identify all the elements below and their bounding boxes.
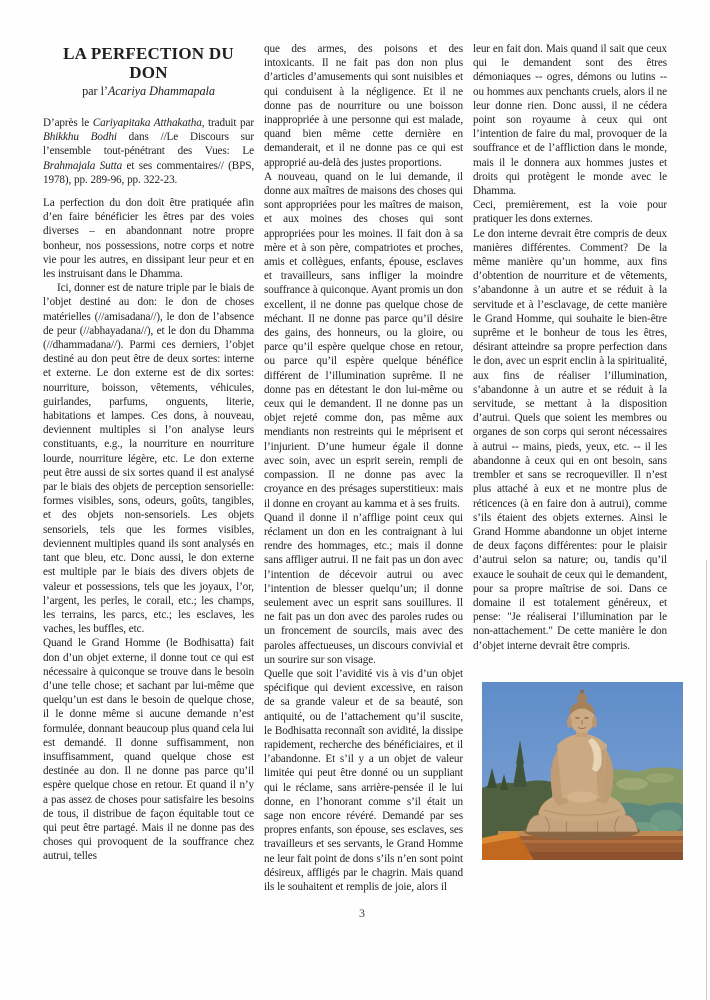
column-3 xyxy=(473,42,667,662)
page-number: 3 xyxy=(359,906,365,920)
paragraph: A nouveau, quand on le lui demande, il donne aux maîtres de maisons des choses qui sont appropriées pour les maîtres de maison, et aux moines des choses qui sont appropriées pour les moines. Il fait don à sa mère et à son père, compatriotes et proches, amis et collègues, enfants, épouse, esclaves et travailleurs, sans infliger la moindre souffrance à quiconque. Ayant promis un don excellent, il ne donne pas quelque chose de méchant. Il ne donne pas parce qu’il désire des gains, des honneurs, ou la gloire, ou parce qu’il espère quelque chose en retour, ou parce qu’il espère quelque bénéfice différent de l’illumination suprême. Il ne donne pas en détestant le don lui-même ou ceux qui le demandent. Il ne donne pas un objet rejeté comme don, pas même aux mendiants non restreints qui le méprisent et l’injurient. D’une humeur égale il donne avec soin, avec un esprit serein, rempli de compassion. Il ne donne pas avec la croyance en des présages superstitieux: mais il donne en croyant au kamma et à ses fruits. xyxy=(264,170,463,510)
statue-ear xyxy=(567,716,572,728)
attribution-part: D’après le xyxy=(43,117,93,129)
byline xyxy=(43,84,254,99)
paragraph: Quand il donne il n’afflige point ceux qui réclament un don en les contraignant à lui rendre des hommages, etc.; mais il donne sans affliger autrui. Il ne fait pas un don avec l’intention de décevoir autrui ou avec l’intention de blesser quelqu’un; il donne seulement avec un esprit sans souillures. Il ne fait pas un don avec des paroles rudes ou un froncement de sourcils, mais avec des paroles affectueuses, un discours convivial et un sourire sur son visage. xyxy=(264,511,463,666)
paragraph: leur en fait don. Mais quand il sait que ceux qui le demandent sont des êtres démoniaques -- ogres, démons ou lutins -- ou hommes aux penchants cruels, alors il ne leur donne rien. Donc aussi, il ne cédera point son royaume à ceux qui ont l’intention de faire du mal, provoquer de la souffrance et de l’affliction dans le monde, mais il le donnera aux hommes justes et droits qui protègent le monde avec le Dhamma. xyxy=(473,43,667,198)
paragraph: Ici, donner est de nature triple par le biais de l’objet destiné au don: le don de choses matérielles (//amisadana//), le don de l’absence de peur (//abhayadana//), et le don du Dhamma (//dhammadana//). Parmi ces derniers, l’objet destiné au don peut être de deux sortes: interne et externe. Le don externe est de dix sortes: nourriture, boisson, vêtements, véhicules, guirlandes, parfums, onguents, literie, habitations et lampes. Ces dons, à nouveau, deviennent multiples si l’on analyse leurs constituants, e.g., la nourriture en nourriture lourde, nourriture légère, etc. Le don externe peut être aussi de six sortes quand il est analysé par le biais des objets de perception sensorielle: formes visibles, sons, odeurs, goûts, tangibles, et des objets non-sensoriels. Les objets sensoriels, tels que les formes visibles, deviennent multiples quand ils sont analysés en tant que bleu, etc. Donc aussi, le don externe est multiple par le biais des divers objets de valeur et possessions, tels que les joyaux, l’or, l’argent, les perles, le corail, etc.; les champs, les terrains, les parcs, etc.; les esclaves, les vaches, les buffles, etc. xyxy=(43,282,254,636)
column-2 xyxy=(264,42,463,906)
attribution-part: dans //Le Discours sur l’ensemble tout-pénétrant des Vues: Le xyxy=(43,131,254,158)
paragraph: Quelle que soit l’avidité vis à vis d’un objet spécifique qui devient excessive, en raison de sa grande valeur et de sa beauté, son antiquité, ou de l’attachement qu’il suscite, le Bodhisatta reconnaît son avidité, la dissipe rapidement, recherche des bénéficiaires, et il l’abandonne. Et s’il y a un objet de valeur limitée qui peut être donné ou un suppliant qui le réclame, sans arrière-pensée il le lui donne, en l’honorant comme s’il était un sage non encore révéré. Demandé par ses propres enfants, son épouse, ses esclaves, ses travailleurs et ses servants, le Grand Homme ne leur fait point de dons s’ils n’en sont point désireux, affligés par le chagrin. Mais quand ils le souhaitent et remplis de joie, alors il xyxy=(264,667,463,893)
attribution-translator: Bhikkhu Bodhi xyxy=(43,131,117,144)
statue-hands xyxy=(567,792,597,803)
column-1 xyxy=(43,42,254,910)
attribution-part: et ses commentaires// (BPS, 1978), pp. 289-96, pp. 322-23. xyxy=(43,159,254,186)
byline-prefix: par l’ xyxy=(82,84,108,98)
scan-edge-line xyxy=(706,560,707,1000)
buddha-statue-illustration xyxy=(482,682,683,860)
attribution-part: , traduit par xyxy=(201,117,254,129)
paragraph: Quand le Grand Homme (le Bodhisatta) fait don d’un objet externe, il donne tout ce qui est nécessaire à quiconque se trouve dans le besoin d’une telle chose; et sachant par lui-même que quelqu’un est dans le besoin de quelque chose, il le donne même si aucune demande n’est formulée, donnant beaucoup plus quand cela lui est demandé. Il donne suffisamment, non insuffisamment, quand quelque chose est destinée au don. Il ne donne pas parce qu’il espère quelque chose en retour. Et quand il n’y a pas assez de choses pour satisfaire les besoins de tous, il distribue de façon équitable tout ce qui peut être partagé. Mais il ne donne pas des choses qui provoquent de la souffrance chez autrui, telles xyxy=(43,637,254,863)
paragraph: La perfection du don doit être pratiquée afin d’en faire bénéficier les êtres par des voies diverses – en abandonnant notre propre bonheur, nos possessions, notre corps et notre vie pour les autres, en dissipant leur peur et en les instruisant dans le Dhamma. xyxy=(43,197,254,281)
attribution-paragraph xyxy=(43,116,254,187)
attribution-source-title: Cariyapitaka Atthakatha xyxy=(92,117,202,129)
attribution-sutta-title: Brahmajala Sutta xyxy=(43,159,123,172)
byline-author: Acariya Dhammapala xyxy=(107,84,215,98)
paragraph: Ceci, premièrement, est la voie pour pratiquer les dons externes. xyxy=(473,199,667,226)
page-title: LA PERFECTION DU DON xyxy=(63,44,234,82)
statue-ushnisha xyxy=(577,693,587,703)
statue-ear xyxy=(592,716,597,728)
paragraph: que des armes, des poisons et des intoxicants. Il ne fait pas don non plus d’articles d’amusements qui sont nuisibles et qui conduisent à la négligence. Et il ne donne pas de nourriture ou une boisson inappropriée à une personne qui est malade, quand bien même cette dernière en demanderait, et il ne donne pas ce qui est approprié au-delà des justes proportions. xyxy=(264,43,463,169)
paragraph: Le don interne devrait être compris de deux manières différentes. Comment? De la même manière qu’un homme, aux fins d’obtention de nourriture et de vêtements, s’abandonne à un autre et se réduit à la servitude et à l’esclavage, de cette manière le Grand Homme, qui souhaite le bien-être suprême et le bonheur de tous les êtres, désirant atteindre sa propre perfection dans le don, avec un esprit enclin à la spiritualité, aux fins de réaliser l’illumination, s’abandonne à un autre et se réduit à la servitude, se mettant à la disposition d’autrui. Quels que soient les membres ou organes de son corps qui seront nécessaires à autrui -- mains, pieds, yeux, etc. -- il les abandonne à ceux qui en ont besoin, sans trembler et sans se recroqueviller. Il n’est plus attaché à eux et ne montre plus de réticences (à en faire don à autrui), comme s’ils étaient des objets externes. Ainsi le Grand Homme abandonne un objet interne de deux façons différentes: pour le plaisir d’autrui selon sa nature; ou, tandis qu’il exauce le souhait de ceux qui le demandent, pour sa propre maîtrise de soi. Dans ce domaine il est totalement généreux, et pense: "Je réaliserai l’illumination par le non-attachement." De cette manière le don d’objet interne devrait être compris. xyxy=(473,227,667,652)
buddha-statue-photo xyxy=(482,682,683,860)
